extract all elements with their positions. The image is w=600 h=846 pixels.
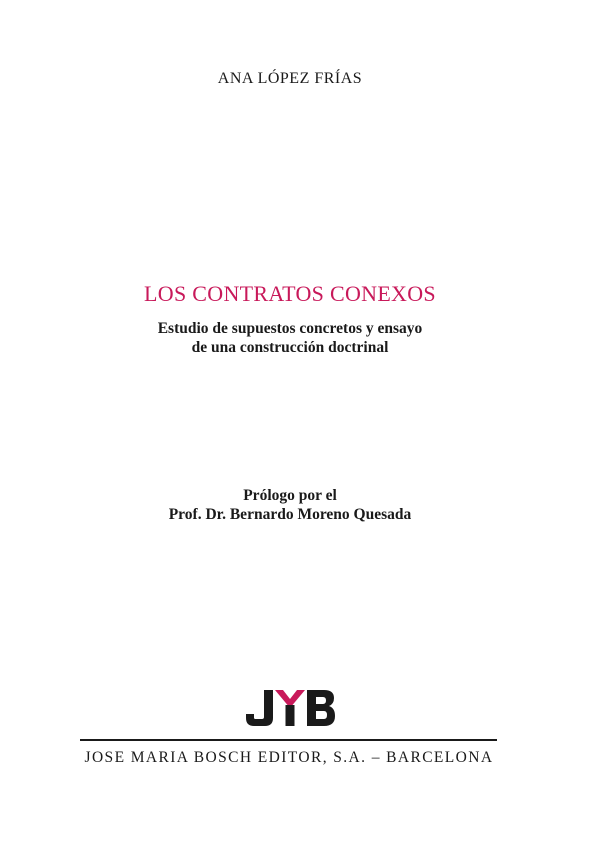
publisher-imprint: JOSE MARIA BOSCH EDITOR, S.A. – BARCELONA: [84, 749, 494, 766]
prologue-line-2: Prof. Dr. Bernardo Moreno Quesada: [168, 506, 412, 523]
prologue-line-1: Prólogo por el: [243, 487, 337, 504]
book-title: LOS CONTRATOS CONEXOS: [144, 281, 436, 306]
book-subtitle: [0, 319, 580, 357]
logo-letter-y-stem: [286, 705, 295, 726]
publisher-divider: [80, 739, 497, 741]
subtitle-line-2: de una construcción doctrinal: [191, 339, 389, 356]
logo-letter-b: [307, 690, 335, 726]
prologue-credit: [0, 486, 580, 524]
publisher-logo: [244, 688, 336, 726]
author-name: ANA LÓPEZ FRÍAS: [217, 70, 363, 87]
subtitle-line-1: Estudio de supuestos concretos y ensayo: [157, 320, 423, 337]
logo-letter-j: [246, 690, 273, 726]
